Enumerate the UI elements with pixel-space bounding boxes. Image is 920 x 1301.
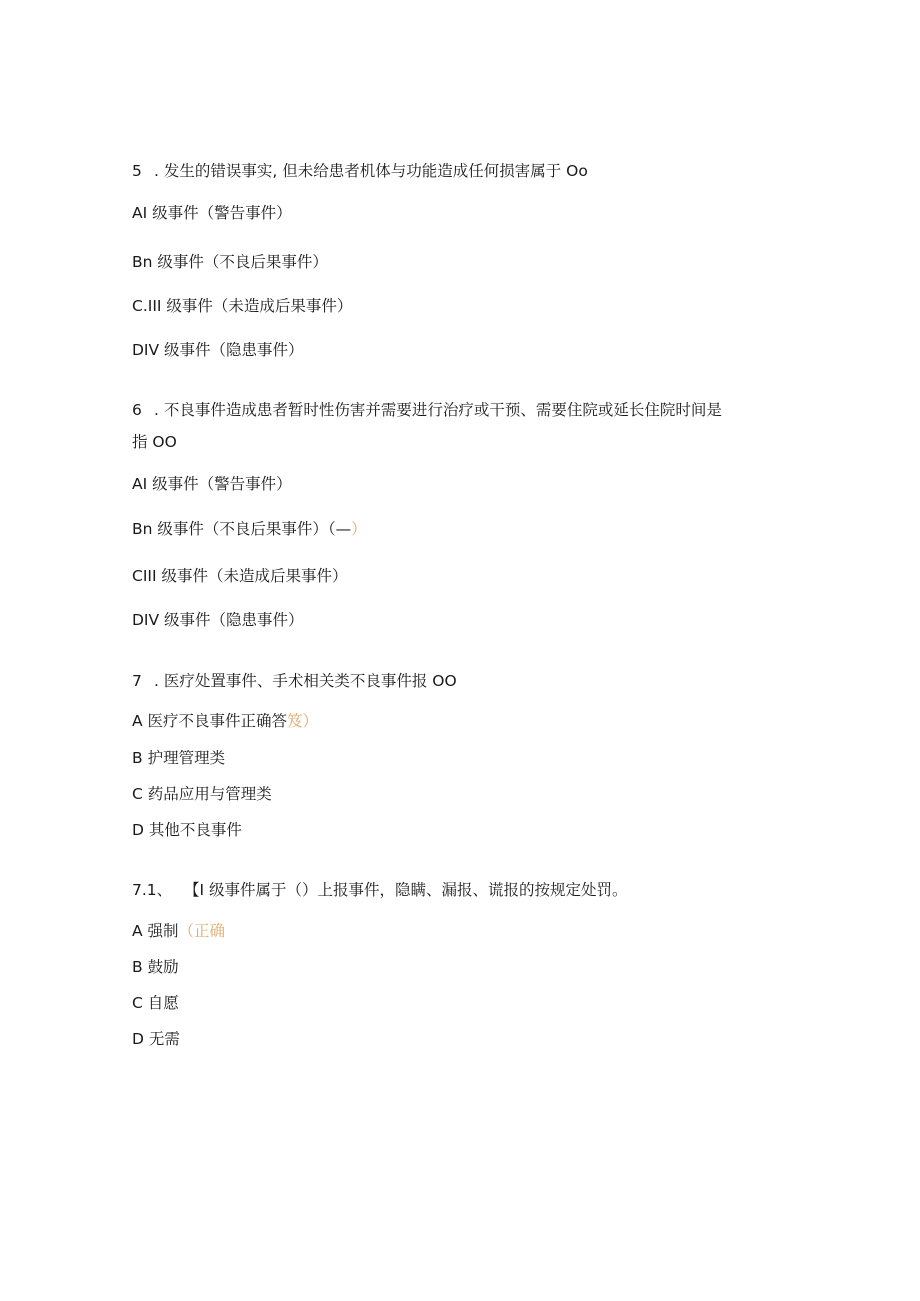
- option-label: Bn: [132, 253, 153, 271]
- question-stem-continuation: 指 OO: [132, 433, 177, 451]
- answer-hint: ）: [351, 520, 367, 538]
- question-number: 7: [132, 672, 142, 690]
- option-label: A: [132, 922, 143, 940]
- option-text: 医疗不良事件正确答: [142, 712, 288, 730]
- option-label: Bn: [132, 520, 153, 538]
- option-text: 自愿: [142, 994, 179, 1012]
- question-number: 5: [132, 162, 142, 180]
- option-text: 级事件（隐患事件）: [159, 341, 304, 359]
- option-c: [132, 296, 352, 316]
- option-text: 级事件（隐患事件）: [159, 611, 304, 629]
- option-d: [132, 610, 304, 630]
- answer-hint: 笈）: [287, 712, 319, 730]
- option-d: [132, 1029, 180, 1049]
- option-a: [132, 921, 225, 941]
- option-label: C: [132, 785, 143, 803]
- option-label: A: [132, 712, 143, 730]
- option-label: AI: [132, 204, 148, 222]
- question-7-1: [132, 880, 628, 900]
- question-6: [132, 400, 722, 420]
- question-number: 6: [132, 401, 142, 419]
- option-d: [132, 820, 242, 840]
- option-b: [132, 748, 225, 768]
- option-label: B: [132, 958, 143, 976]
- option-b: [132, 957, 179, 977]
- option-a: [132, 474, 292, 494]
- option-text: 级事件（不良后果事件）（—: [152, 520, 352, 538]
- option-label: AI: [132, 475, 148, 493]
- question-6-continuation: [132, 432, 177, 452]
- option-text: 级事件（警告事件）: [147, 204, 292, 222]
- option-text: 护理管理类: [142, 749, 226, 767]
- option-text: 级事件（未造成后果事件）: [161, 297, 353, 315]
- option-label: CIII: [132, 567, 157, 585]
- option-text: 级事件（未造成后果事件）: [156, 567, 348, 585]
- option-label: D: [132, 821, 144, 839]
- question-number: 7.1、: [132, 881, 173, 899]
- option-label: B: [132, 749, 143, 767]
- question-7: [132, 671, 457, 691]
- option-text: 鼓励: [142, 958, 179, 976]
- option-c: [132, 566, 347, 586]
- option-text: 级事件（不良后果事件）: [152, 253, 328, 271]
- option-text: 无需: [143, 1030, 180, 1048]
- option-text: 药品应用与管理类: [142, 785, 272, 803]
- option-c: [132, 993, 179, 1013]
- option-label: D: [132, 1030, 144, 1048]
- question-5: [132, 161, 588, 181]
- option-label: DIV: [132, 611, 160, 629]
- option-label: DIV: [132, 341, 160, 359]
- option-d: [132, 340, 304, 360]
- option-label: C.III: [132, 297, 162, 315]
- question-stem: . 发生的错误事实, 但未给患者机体与功能造成任何损害属于 Oo: [154, 162, 588, 180]
- question-stem: . 医疗处置事件、手术相关类不良事件报 OO: [154, 672, 457, 690]
- option-b: [132, 519, 367, 539]
- option-label: C: [132, 994, 143, 1012]
- option-a: [132, 711, 318, 731]
- question-stem: . 不良事件造成患者暂时性伤害并需要进行治疗或干预、需要住院或延长住院时间是: [154, 401, 722, 419]
- option-c: [132, 784, 272, 804]
- option-text: 其他不良事件: [143, 821, 242, 839]
- option-a: [132, 203, 292, 223]
- option-b: [132, 252, 328, 272]
- question-stem: 【I 级事件属于（）上报事件，隐瞒、漏报、谎报的按规定处罚。: [184, 881, 628, 899]
- answer-hint: （正确: [178, 922, 226, 940]
- option-text: 强制: [142, 922, 179, 940]
- option-text: 级事件（警告事件）: [147, 475, 292, 493]
